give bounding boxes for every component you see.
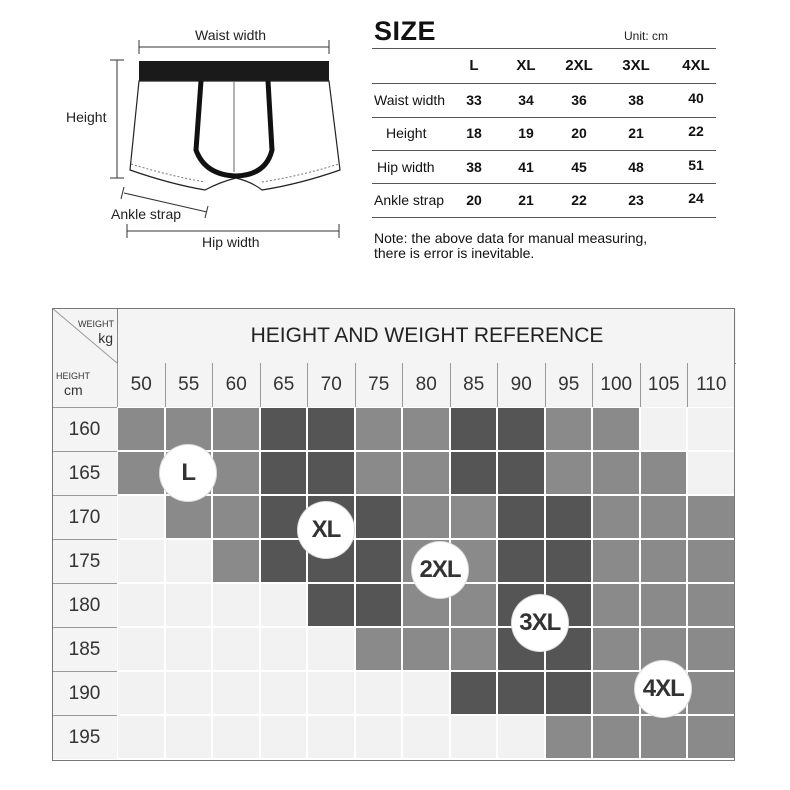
weight-unit: kg: [98, 330, 113, 346]
note-line: Note: the above data for manual measuring,: [374, 230, 648, 246]
weight-column-header: 50: [117, 363, 165, 407]
size-value-cell: 22: [571, 192, 587, 208]
size-value-cell: 34: [518, 92, 534, 108]
weight-column-header: 105: [640, 363, 688, 407]
size-header-4xl: 4XL: [682, 57, 710, 74]
size-value-cell: 45: [571, 159, 587, 175]
height-row-header: 175: [52, 539, 117, 583]
ankle-strap-label: Ankle strap: [111, 206, 182, 222]
size-row-label: Waist width: [374, 92, 446, 108]
height-weight-reference: [52, 308, 735, 761]
size-value-cell: 18: [466, 125, 482, 141]
size-value-cell: 51: [688, 157, 704, 173]
weight-column-header: 95: [545, 363, 593, 407]
size-value-cell: 22: [688, 123, 704, 139]
underwear-diagram: [0, 0, 360, 280]
size-row-label: Height: [386, 125, 427, 141]
weight-column-header: 110: [687, 363, 735, 407]
size-badge-2xl: 2XL: [412, 542, 468, 598]
weight-column-header: 75: [355, 363, 403, 407]
size-badge-4xl: 4XL: [635, 661, 691, 717]
divider: [372, 83, 716, 84]
size-header-2xl: 2XL: [565, 57, 593, 74]
size-value-cell: 21: [518, 192, 534, 208]
height-row-header: 185: [52, 627, 117, 671]
reference-title: HEIGHT AND WEIGHT REFERENCE: [117, 308, 736, 364]
size-row-label: Ankle strap: [374, 192, 445, 208]
size-value-cell: 38: [466, 159, 482, 175]
size-badge-l: L: [160, 445, 216, 501]
weight-column-header: 55: [165, 363, 213, 407]
height-unit: cm: [64, 382, 83, 398]
size-value-cell: 23: [628, 192, 644, 208]
weight-column-header: 80: [402, 363, 450, 407]
size-value-cell: 48: [628, 159, 644, 175]
unit-label: Unit: cm: [624, 29, 669, 43]
size-value-cell: 20: [571, 125, 587, 141]
size-value-cell: 19: [518, 125, 534, 141]
underwear-outline-icon: [0, 0, 360, 280]
divider: [372, 217, 716, 218]
divider: [372, 48, 716, 49]
measurement-note: [374, 231, 714, 261]
size-title: SIZE: [374, 16, 437, 46]
size-header-xl: XL: [516, 57, 536, 74]
size-header-3xl: 3XL: [622, 57, 650, 74]
size-row-label: Hip width: [377, 159, 435, 175]
size-badge-xl: XL: [298, 502, 354, 558]
size-value-cell: 36: [571, 92, 587, 108]
weight-axis-label: WEIGHT: [78, 319, 114, 329]
size-value-cell: 24: [688, 190, 704, 206]
note-line: there is error is inevitable.: [374, 245, 535, 261]
divider: [372, 150, 716, 151]
weight-column-header: 100: [592, 363, 640, 407]
height-row-header: 190: [52, 671, 117, 715]
weight-column-header: 90: [497, 363, 545, 407]
height-row-header: 160: [52, 407, 117, 451]
size-header-l: L: [469, 57, 479, 74]
size-value-cell: 21: [628, 125, 644, 141]
weight-column-header: 70: [307, 363, 355, 407]
hip-width-label: Hip width: [202, 234, 260, 250]
divider: [372, 183, 716, 184]
height-row-header: 195: [52, 715, 117, 759]
size-value-cell: 41: [518, 159, 534, 175]
grid-border: [52, 308, 735, 761]
height-row-header: 170: [52, 495, 117, 539]
weight-column-header: 65: [260, 363, 308, 407]
height-row-header: 180: [52, 583, 117, 627]
size-value-cell: 20: [466, 192, 482, 208]
height-row-header: 165: [52, 451, 117, 495]
size-value-cell: 40: [688, 90, 704, 106]
size-value-cell: 38: [628, 92, 644, 108]
waist-width-label: Waist width: [195, 27, 267, 43]
divider: [372, 117, 716, 118]
weight-column-header: 60: [212, 363, 260, 407]
size-value-cell: 33: [466, 92, 482, 108]
size-badge-3xl: 3XL: [512, 595, 568, 651]
weight-column-header: 85: [450, 363, 498, 407]
height-label: Height: [66, 109, 107, 125]
height-axis-label: HEIGHT: [56, 371, 91, 381]
